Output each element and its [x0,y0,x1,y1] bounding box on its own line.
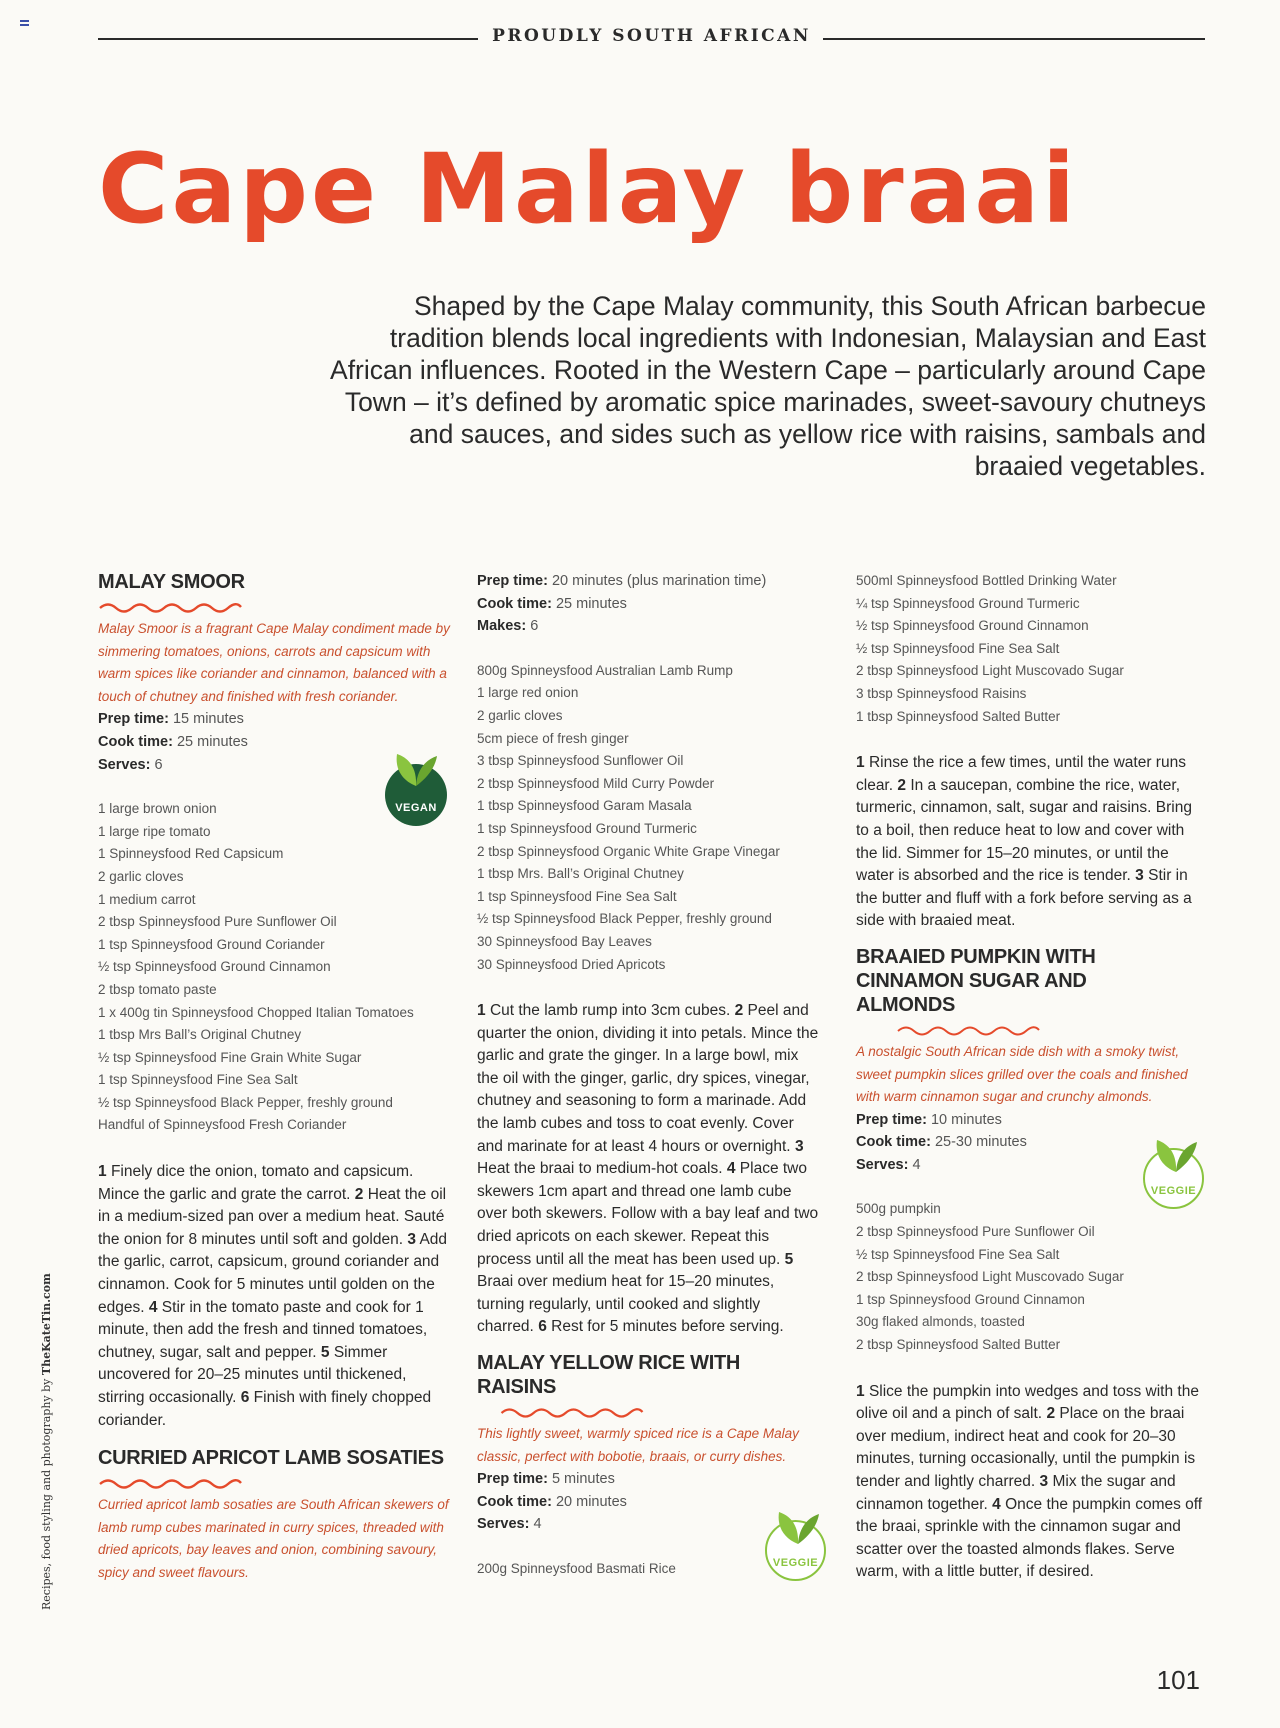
squiggle-divider [98,1474,243,1490]
page-header [98,26,1205,50]
recipe-braaied-pumpkin [856,945,1206,1584]
makes: Makes: 6 [477,618,539,635]
leaf-icon [391,750,441,790]
step-number: 2 [897,776,906,794]
ingredient-item: ½ tsp Spinneysfood Ground Cinnamon [856,618,1089,634]
prep-time: Prep time: 5 minutes [477,1471,615,1488]
ingredient-item: 3 tbsp Spinneysfood Sunflower Oil [477,753,684,769]
step-text: Cut the lamb rump into 3cm cubes. [489,1002,731,1020]
step-number: 3 [794,1137,804,1155]
ingredient-item: 2 tbsp Spinneysfood Pure Sunflower Oil [856,1224,1095,1240]
ingredient-item: 1 tsp Spinneysfood Ground Cinnamon [856,1291,1085,1307]
photo-credit: Recipes, food styling and photography by TheKateTin.com [40,1273,53,1610]
step-number: 6 [538,1318,547,1336]
step-number: 1 [477,1002,486,1020]
step-text: Braai over medium heat for 15–20 minutes, turning regularly, until cooked and slightly charred. [477,1273,775,1336]
recipe-description: Malay Smoor is a fragrant Cape Malay condiment made by simmering tomatoes, onions, carrots and capsicum with warm spices like coriander and cinnamon, balanced with a touch of chutney and finished with fresh coriander. [98,621,450,704]
step-text: Add the garlic, carrot, capsicum, ground coriander and cinnamon. Cook for 5 minutes until golden on the edges. [98,1230,448,1316]
step-text: Finely dice the onion, tomato and capsicum. Mince the garlic and grate the carrot. [98,1163,414,1203]
ingredient-item: 1 large ripe tomato [98,823,211,839]
ingredient-item: 3 tbsp Spinneysfood Raisins [856,685,1027,701]
step-number: 4 [148,1298,158,1316]
step-text: Mix the sugar and cinnamon together. [856,1473,1176,1513]
cook-time: Cook time: 25 minutes [98,733,248,750]
prep-time: Prep time: 20 minutes (plus marination time) [477,573,767,589]
leaf-icon [1151,1136,1201,1176]
step-text: Stir in the butter and fluff with a fork before serving as a side with braaied meat. [856,867,1192,930]
ingredient-item: 1 medium carrot [98,891,196,907]
ingredient-item: 2 tbsp Spinneysfood Pure Sunflower Oil [98,914,337,930]
ingredient-item: 1 tsp Spinneysfood Ground Turmeric [477,820,697,836]
ingredient-item: 2 tbsp Spinneysfood Light Muscovado Sugar [856,1269,1124,1285]
veggie-badge: VEGGIE [765,1520,826,1581]
serves: Serves: 4 [856,1156,921,1173]
step-text: Heat the braai to medium-hot coals. [477,1160,723,1178]
ingredient-item: 500g pumpkin [856,1201,941,1217]
ingredient-item: 2 garlic cloves [98,868,184,884]
column-2 [477,570,819,1581]
ingredient-item: ½ tsp Spinneysfood Black Pepper, freshly ground [98,1094,393,1110]
ingredient-item: 1 tbsp Spinneysfood Salted Butter [856,708,1061,724]
ingredient-item: ½ tsp Spinneysfood Fine Sea Salt [856,640,1060,656]
step-text: Finish with finely chopped coriander. [98,1389,432,1429]
ingredient-item: 2 tbsp tomato paste [98,981,217,997]
veggie-badge: VEGGIE [1143,1148,1204,1209]
rule-right [823,38,1205,40]
vegan-badge: VEGAN [385,764,447,826]
step-number: 6 [240,1389,250,1406]
ingredient-item: 1 large brown onion [98,801,217,817]
prep-time: Prep time: 15 minutes [98,711,244,728]
step-number: 1 [856,754,865,772]
ingredient-item: 1 tsp Spinneysfood Ground Coriander [98,936,325,952]
serves: Serves: 6 [98,756,163,773]
ingredient-item: ½ tsp Spinneysfood Ground Cinnamon [98,959,331,975]
ingredient-item: 30 Spinneysfood Dried Apricots [477,956,666,972]
ingredient-item: ¼ tsp Spinneysfood Ground Turmeric [856,595,1080,611]
page-title: Cape Malay braai [98,133,1079,245]
ingredient-item: 1 tbsp Mrs Ball’s Original Chutney [98,1027,302,1043]
section-kicker: PROUDLY SOUTH AFRICAN [492,26,811,46]
recipe-heading: MALAY SMOOR [98,571,245,593]
ingredient-item: 800g Spinneysfood Australian Lamb Rump [477,662,733,678]
page-number: 101 [1156,1665,1200,1695]
prep-time: Prep time: 10 minutes [856,1111,1002,1128]
method-text [98,1161,450,1432]
cook-time: Cook time: 20 minutes [477,1493,627,1510]
ingredient-item: 1 tbsp Mrs. Ball’s Original Chutney [477,866,684,882]
recipe-description: This lightly sweet, warmly spiced rice is a Cape Malay classic, perfect with bobotie, braais, or curry dishes. [477,1426,799,1464]
recipe-heading: MALAY YELLOW RICE WITH RAISINS [477,1352,741,1398]
ingredient-item: 2 garlic cloves [477,707,563,723]
cook-time: Cook time: 25 minutes [477,595,627,612]
squiggle-divider [98,598,243,614]
ingredient-item: 5cm piece of fresh ginger [477,730,629,746]
intro-paragraph: Shaped by the Cape Malay community, this South African barbecue tradition blends local ingredients with Indonesian, Malaysian and East African influences. Rooted in the Western Cape – particularly around Cape Town – it’s defined by aromatic spice marinades, sweet-savoury chutneys and sauces, and sides such as yellow rice with raisins, sambals and braaied vegetables. [330,291,1206,481]
ingredient-item: ½ tsp Spinneysfood Fine Sea Salt [856,1246,1060,1262]
column-1 [98,570,450,1585]
squiggle-divider [856,1021,1081,1037]
recipe-malay-smoor [98,570,450,1432]
ingredient-list [856,1198,1206,1356]
recipe-heading: BRAAIED PUMPKIN WITH CINNAMON SUGAR AND ALMONDS [856,945,1096,1016]
step-text: Peel and quarter the onion, dividing it into petals. Mince the garlic and grate the ginger. In a large bowl, mix the oil with the ginger, garlic, dry spices, vinegar, chutney and seasoning to form a marinade. Add the lamb cubes and toss to coat evenly. Cover and marinate for at least 4 hours or overnight. [477,1002,819,1155]
step-number: 5 [320,1343,330,1361]
cook-time: Cook time: 25-30 minutes [856,1134,1027,1151]
ingredient-item: 30 Spinneysfood Bay Leaves [477,933,652,949]
step-number: 1 [856,1382,865,1400]
step-text: Slice the pumpkin into wedges and toss with the olive oil and a pinch of salt. [856,1382,1199,1423]
ingredient-item: 1 tsp Spinneysfood Fine Sea Salt [477,888,677,904]
ingredient-item: 2 tbsp Spinneysfood Organic White Grape Vinegar [477,843,780,859]
step-number: 2 [734,1002,744,1020]
serves: Serves: 4 [477,1516,542,1533]
step-number: 1 [98,1163,107,1181]
ingredient-item: 1 large red onion [477,685,579,701]
method-text [856,752,1206,933]
ingredient-item: 200g Spinneysfood Basmati Rice [477,1560,676,1576]
recipe-sosaties-details [477,570,819,1339]
step-text: In a saucepan, combine the rice, water, turmeric, cinnamon, salt, sugar and raisins. Bring to a boil, then reduce heat to low and cover with the lid. Simmer for 15–20 minutes, or until the water is absorbed and the rice is tender. [856,776,1192,885]
step-text: Stir in the tomato paste and cook for 1 minute, then add the fresh and tinned tomatoes, chutney, sugar, salt and pepper. [98,1298,428,1361]
menu-icon[interactable] [20,20,29,28]
method-text [477,1000,819,1339]
leaf-icon [773,1508,823,1548]
ingredient-item: 1 Spinneysfood Red Capsicum [98,846,284,862]
recipe-sosaties-intro [98,1446,450,1584]
step-number: 5 [784,1250,794,1268]
ingredient-item: 1 tsp Spinneysfood Fine Sea Salt [98,1072,298,1088]
step-number: 3 [1039,1473,1049,1490]
ingredient-item: 2 tbsp Spinneysfood Mild Curry Powder [477,775,715,791]
ingredient-item: 500ml Spinneysfood Bottled Drinking Water [856,573,1117,588]
recipe-description: A nostalgic South African side dish with a smoky twist, sweet pumpkin slices grilled over the coals and finished with warm cinnamon sugar and crunchy almonds. [856,1043,1188,1105]
step-number: 3 [407,1230,416,1248]
step-text: Place on the braai over medium, indirect heat and cook for 20–30 minutes, turning occasionally, until the pumpkin is tender and lightly charred. [856,1405,1196,1490]
ingredient-item: 2 tbsp Spinneysfood Salted Butter [856,1337,1061,1353]
ingredient-list [98,798,450,1137]
recipe-heading: CURRIED APRICOT LAMB SOSATIES [98,1447,444,1470]
step-number: 4 [726,1160,736,1178]
step-number: 3 [1135,867,1144,885]
step-text: Simmer uncovered for 20–25 minutes until thickened, stirring occasionally. [98,1343,407,1406]
recipe-description: Curried apricot lamb sosaties are South African skewers of lamb rump cubes marinated in curry spices, threaded with dried apricots, bay leaves and onion, combining savoury, spicy and sweet flavours. [98,1497,449,1580]
step-text: Heat the oil in a medium-sized pan over a medium heat. Sauté the onion for 8 minutes until soft and golden. [98,1185,447,1248]
ingredient-item: Handful of Spinneysfood Fresh Coriander [98,1117,347,1133]
ingredient-item: ½ tsp Spinneysfood Fine Grain White Sugar [98,1049,362,1065]
step-text: Rest for 5 minutes before serving. [551,1318,784,1336]
step-text: Once the pumpkin comes off the braai, sprinkle with the cinnamon sugar and scatter over the toasted almonds flakes. Serve warm, with a little butter, if desired. [856,1495,1203,1581]
recipe-yellow-rice-continued [856,570,1206,933]
ingredient-item: ½ tsp Spinneysfood Black Pepper, freshly ground [477,911,772,927]
column-3 [856,570,1206,1584]
ingredient-list [856,570,1206,728]
ingredient-list [477,660,819,976]
ingredient-item: 1 tbsp Spinneysfood Garam Masala [477,798,692,814]
step-number: 4 [992,1495,1001,1513]
step-number: 2 [1046,1405,1056,1423]
step-text: Place two skewers 1cm apart and thread one lamb cube over both skewers. Follow with a bay leaf and two dried apricots on each skewer. Repeat this process until all the meat has been used up. [477,1160,819,1268]
step-text: Rinse the rice a few times, until the water runs clear. [856,754,1186,794]
squiggle-divider [477,1403,667,1419]
ingredient-item: 30g flaked almonds, toasted [856,1314,1025,1330]
step-number: 2 [354,1185,364,1203]
method-text [856,1381,1206,1584]
ingredient-item: 1 x 400g tin Spinneysfood Chopped Italian Tomatoes [98,1004,414,1020]
ingredient-item: 2 tbsp Spinneysfood Light Muscovado Sugar [856,663,1124,679]
